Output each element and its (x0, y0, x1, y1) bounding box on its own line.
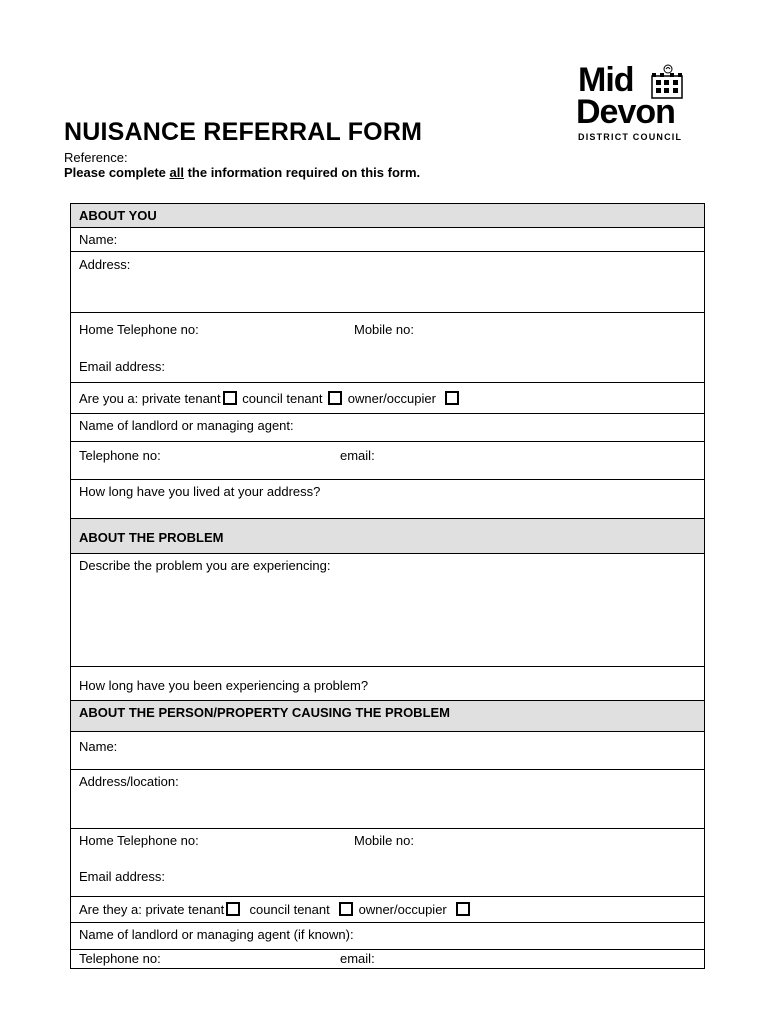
field-person-tenure (71, 897, 704, 923)
field-person-landlord-contact[interactable] (71, 950, 704, 968)
mid-devon-logo (576, 62, 696, 144)
instruction-text: Please complete all the information required on this form. (64, 165, 421, 180)
field-person-address[interactable] (71, 770, 704, 829)
how-long-problem-label: How long have you been experiencing a problem? (79, 678, 369, 693)
your-landlord-label: Name of landlord or managing agent: (79, 418, 294, 433)
your-home-telephone-label: Home Telephone no: (79, 322, 199, 337)
they-owner-occupier-label: owner/occupier (358, 902, 447, 917)
section-header-about-person: ABOUT THE PERSON/PROPERTY CAUSING THE PROBLEM (71, 701, 704, 732)
your-email-label: Email address: (79, 359, 165, 374)
instruction-emphasis: all (169, 165, 184, 180)
you-owner-occupier-checkbox[interactable] (445, 391, 459, 405)
person-email-label: Email address: (79, 869, 165, 884)
person-home-telephone-label: Home Telephone no: (79, 833, 199, 848)
are-they-label: Are they a: private tenant (79, 902, 225, 917)
referral-form-table (70, 203, 705, 969)
you-council-tenant-label: council tenant (242, 391, 323, 406)
field-how-long-problem[interactable] (71, 667, 704, 701)
logo-text-devon: Devon (576, 93, 675, 131)
field-your-address[interactable] (71, 252, 704, 313)
field-your-tenure (71, 383, 704, 414)
person-mobile-label: Mobile no: (354, 833, 414, 848)
you-private-tenant-checkbox[interactable] (223, 391, 237, 405)
field-person-landlord[interactable] (71, 923, 704, 950)
describe-problem-label: Describe the problem you are experiencing: (79, 558, 331, 573)
landlord-email-label: email: (340, 448, 375, 463)
field-your-name[interactable] (71, 228, 704, 252)
field-your-landlord-contact[interactable] (71, 442, 704, 480)
field-your-landlord[interactable] (71, 414, 704, 442)
field-your-contact[interactable] (71, 313, 704, 383)
field-person-name[interactable] (71, 732, 704, 770)
field-describe-problem[interactable] (71, 554, 704, 667)
they-council-tenant-checkbox[interactable] (339, 902, 353, 916)
you-council-tenant-checkbox[interactable] (328, 391, 342, 405)
field-person-contact[interactable] (71, 829, 704, 897)
person-landlord-telephone-label: Telephone no: (79, 951, 161, 966)
person-landlord-label: Name of landlord or managing agent (if known): (79, 927, 354, 942)
section-header-about-problem: ABOUT THE PROBLEM (71, 519, 704, 554)
they-council-tenant-label: council tenant (249, 902, 330, 917)
your-name-label: Name: (79, 232, 118, 247)
they-private-tenant-checkbox[interactable] (226, 902, 240, 916)
logo-text-mid: Mid (578, 61, 634, 99)
how-long-lived-label: How long have you lived at your address? (79, 484, 321, 499)
person-landlord-email-label: email: (340, 951, 375, 966)
you-owner-occupier-label: owner/occupier (347, 391, 436, 406)
reference-label: Reference: (64, 150, 128, 165)
section-header-about-you: ABOUT YOU (71, 204, 704, 228)
your-mobile-label: Mobile no: (354, 322, 414, 337)
person-address-label: Address/location: (79, 774, 179, 789)
logo-text-district-council: DISTRICT COUNCIL (578, 132, 683, 142)
field-how-long-lived[interactable] (71, 480, 704, 519)
landlord-telephone-label: Telephone no: (79, 448, 161, 463)
your-address-label: Address: (79, 257, 131, 272)
person-name-label: Name: (79, 739, 118, 754)
they-owner-occupier-checkbox[interactable] (456, 902, 470, 916)
are-you-label: Are you a: private tenant (79, 391, 221, 406)
page-title: NUISANCE REFERRAL FORM (64, 118, 423, 146)
